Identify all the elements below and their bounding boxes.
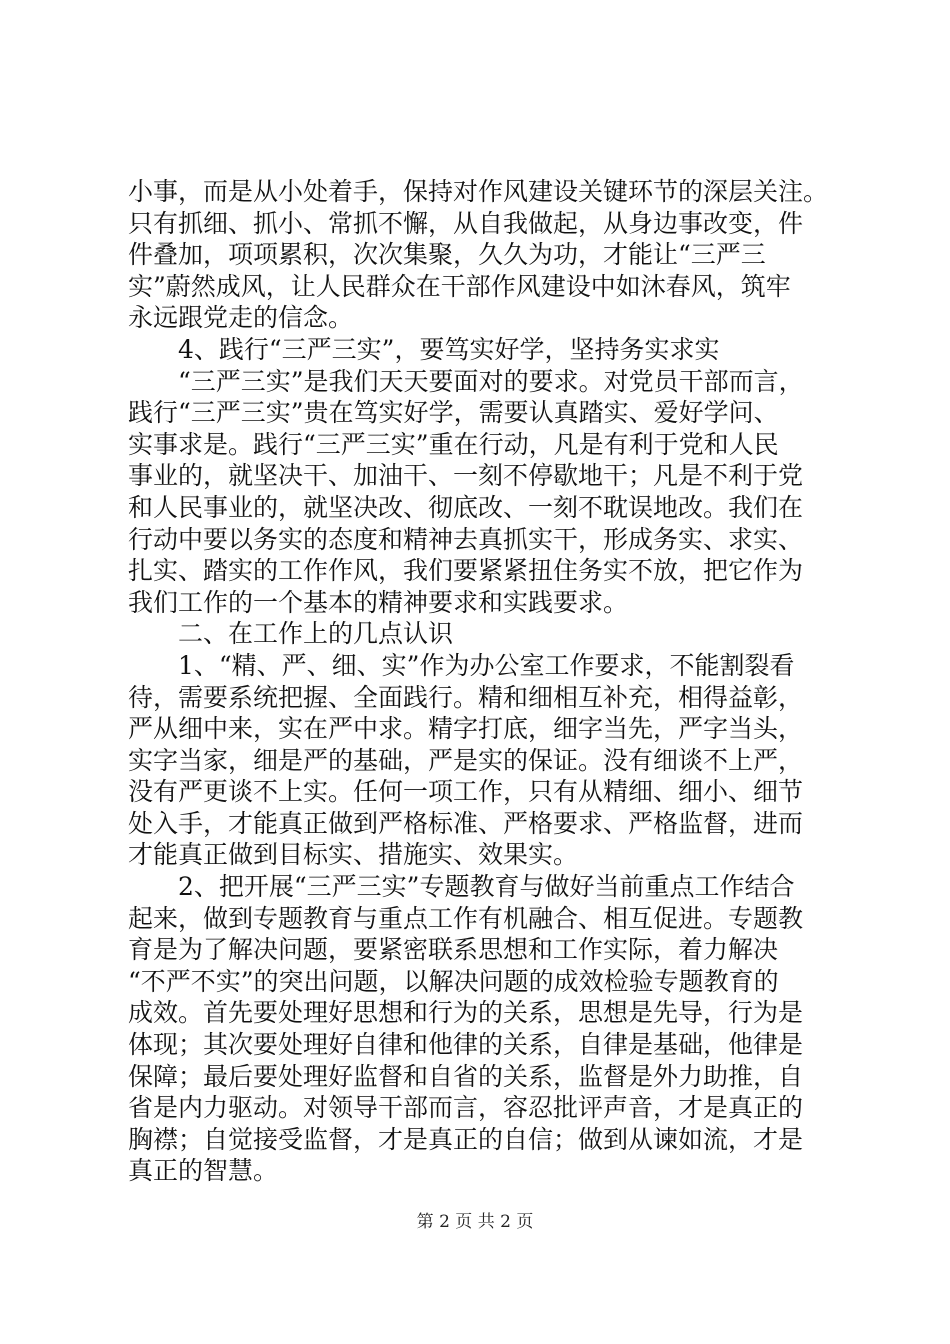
body-line: 胸襟；自觉接受监督，才是真正的自信；做到从谏如流，才是 <box>128 1124 804 1154</box>
body-line: 没有严更谈不上实。任何一项工作，只有从精细、细小、细节 <box>128 777 804 807</box>
section-heading: 4、践行“三严三实”，要笃实好学，坚持务实求实 <box>178 334 720 364</box>
body-line: 成效。首先要处理好思想和行为的关系，思想是先导，行为是 <box>128 998 804 1028</box>
body-line: 保障；最后要处理好监督和自省的关系，监督是外力助推，自 <box>128 1061 804 1091</box>
body-line: 才能真正做到目标实、措施实、效果实。 <box>128 840 579 870</box>
body-line: 实”蔚然成风，让人民群众在干部作风建设中如沐春风，筑牢 <box>128 271 791 301</box>
body-line: 件叠加，项项累积，次次集聚，久久为功，才能让“三严三 <box>128 240 766 270</box>
body-line: 实事求是。践行“三严三实”重在行动，凡是有利于党和人民 <box>128 429 779 459</box>
body-line: 扎实、踏实的工作作风，我们要紧紧扭住务实不放，把它作为 <box>128 556 804 586</box>
body-line: 起来，做到专题教育与重点工作有机融合、相互促进。专题教 <box>128 903 804 933</box>
body-line: 2、把开展“三严三实”专题教育与做好当前重点工作结合 <box>178 872 795 902</box>
body-line: 处入手，才能真正做到严格标准、严格要求、严格监督，进而 <box>128 808 804 838</box>
page-footer: 第 2 页 共 2 页 <box>416 1212 534 1232</box>
body-line: 真正的智慧。 <box>128 1156 279 1186</box>
body-line: 永远跟党走的信念。 <box>128 303 354 333</box>
body-line: “三严三实”是我们天天要面对的要求。对党员干部而言， <box>178 366 804 396</box>
body-line: 我们工作的一个基本的精神要求和实践要求。 <box>128 587 629 617</box>
body-line: 待，需要系统把握、全面践行。精和细相互补充，相得益彰， <box>128 682 804 712</box>
body-line: 育是为了解决问题，要紧密联系思想和工作实际，着力解决 <box>128 935 779 965</box>
document-body <box>128 176 838 1187</box>
section-heading: 二、在工作上的几点认识 <box>178 619 454 649</box>
body-line: 省是内力驱动。对领导干部而言，容忍批评声音，才是真正的 <box>128 1093 804 1123</box>
body-line: “不严不实”的突出问题，以解决问题的成效检验专题教育的 <box>128 966 779 996</box>
body-line: 1、“精、严、细、实”作为办公室工作要求，不能割裂看 <box>178 650 795 680</box>
body-line: 和人民事业的，就坚决改、彻底改、一刻不耽误地改。我们在 <box>128 492 804 522</box>
body-line: 实字当家，细是严的基础，严是实的保证。没有细谈不上严， <box>128 745 804 775</box>
body-line: 严从细中来，实在严中求。精字打底，细字当先，严字当头， <box>128 714 804 744</box>
body-line: 行动中要以务实的态度和精神去真抓实干，形成务实、求实、 <box>128 524 804 554</box>
body-line: 事业的，就坚决干、加油干、一刻不停歇地干；凡是不利于党 <box>128 461 804 491</box>
body-line: 只有抓细、抓小、常抓不懈，从自我做起，从身边事改变，件 <box>128 208 804 238</box>
body-line: 小事，而是从小处着手，保持对作风建设关键环节的深层关注。 <box>128 177 829 206</box>
body-line: 体现；其次要处理好自律和他律的关系，自律是基础，他律是 <box>128 1030 804 1060</box>
body-line: 践行“三严三实”贵在笃实好学，需要认真踏实、爱好学问、 <box>128 398 779 428</box>
